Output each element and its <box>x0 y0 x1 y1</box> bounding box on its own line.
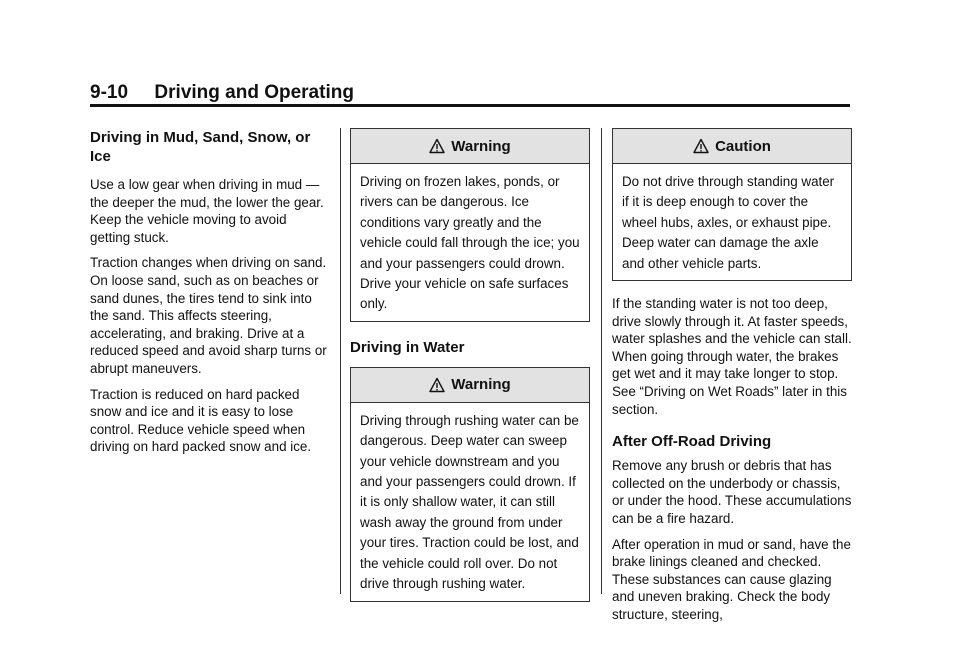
paragraph: Traction changes when driving on sand. On loose sand, such as on beaches or sand dunes, the tires tend to sink into the sand. This affects steering, accelerating, and braking. Drive at a reduced speed and avoid sharp turns or abrupt maneuvers. <box>90 255 327 376</box>
warning-label: Warning <box>451 376 511 394</box>
column-divider <box>340 128 341 594</box>
column-middle <box>350 128 590 602</box>
column-left <box>90 128 328 464</box>
caution-text: Do not drive through standing water if it is deep enough to cover the wheel hubs, axles, or exhaust pipe. Deep water can damage the axle and other vehicle parts. <box>622 174 835 271</box>
caution-box-standing-water <box>612 128 852 281</box>
paragraph: If the standing water is not too deep, drive slowly through it. At faster speeds, water splashes and the vehicle can stall. When going through water, the brakes get wet and it may take longer to stop. See “Driving on Wet Roads” later in this section. <box>612 296 852 417</box>
warning-text: Driving through rushing water can be dangerous. Deep water can sweep your vehicle downstream and you and your passengers could drown. If it is only shallow water, it can still wash away the ground from under your tires. Traction could be lost, and the vehicle could roll over. Do not drive through rushing water. <box>360 412 579 592</box>
paragraph: Use a low gear when driving in mud — the deeper the mud, the lower the gear. Keep the vehicle moving to avoid getting stuck. <box>90 177 324 245</box>
section-heading-after-off-road: After Off-Road Driving <box>612 433 772 451</box>
warning-label: Warning <box>451 137 511 155</box>
warning-triangle-icon <box>429 377 445 393</box>
page-header <box>90 82 850 107</box>
caution-label: Caution <box>715 137 771 155</box>
paragraph: Traction is reduced on hard packed snow and ice and it is easy to lose control. Reduce vehicle speed when driving on hard packed snow and ice. <box>90 386 312 455</box>
paragraph: After operation in mud or sand, have the brake linings cleaned and checked. These substances can cause glazing and uneven braking. Check the body structure, steering, <box>612 536 851 622</box>
warning-text: Driving on frozen lakes, ponds, or rivers can be dangerous. Ice conditions vary greatly and the vehicle could fall through the ice; you and your passengers could drown. Drive your vehicle on safe surfaces only. <box>360 174 580 312</box>
warning-box-header <box>351 129 589 164</box>
page-title: 9-10 Driving and Operating <box>90 82 354 103</box>
section-heading-driving-in-water: Driving in Water <box>350 338 465 356</box>
section-heading-mud-sand: Driving in Mud, Sand, Snow, or Ice <box>90 129 311 165</box>
warning-box-header <box>351 368 589 403</box>
warning-box-ice <box>350 128 590 322</box>
caution-triangle-icon <box>693 138 709 154</box>
warning-box-rushing-water <box>350 367 590 602</box>
caution-box-header <box>613 129 851 164</box>
warning-triangle-icon <box>429 138 445 154</box>
column-right <box>612 128 852 632</box>
paragraph: Remove any brush or debris that has collected on the underbody or chassis, or under the hood. These accumulations can be a fire hazard. <box>612 458 852 526</box>
column-divider <box>601 128 602 594</box>
